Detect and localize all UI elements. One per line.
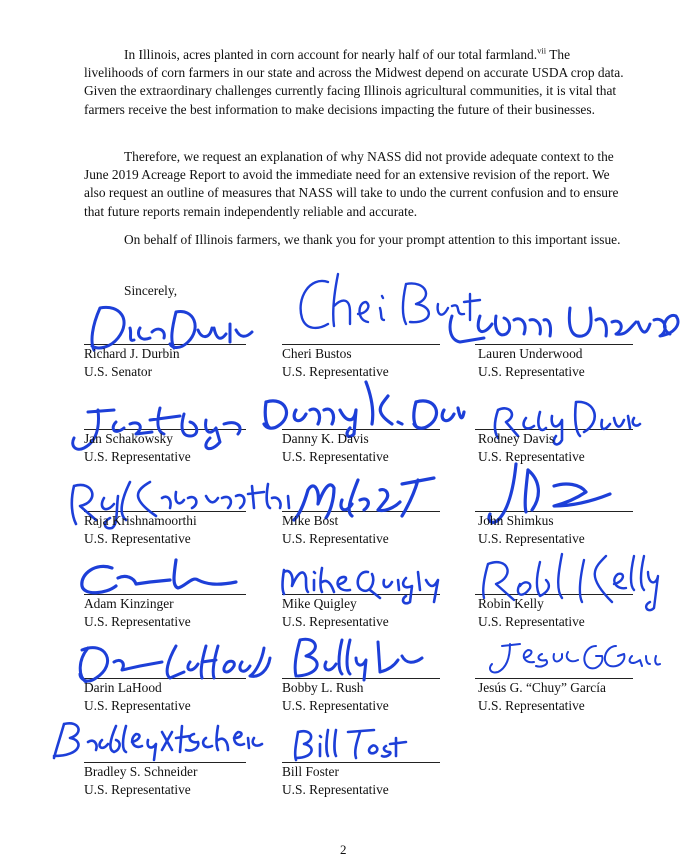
signer-foster (282, 763, 389, 799)
signer-name: Robin Kelly (478, 596, 544, 611)
signer-garcia (478, 679, 606, 715)
signer-name: Lauren Underwood (478, 346, 583, 361)
signer-title: U.S. Representative (282, 614, 389, 629)
paragraph-corn-farmland (84, 46, 624, 119)
signer-name: John Shimkus (478, 513, 554, 528)
signature-schneider (40, 712, 270, 768)
signer-name: Danny K. Davis (282, 431, 369, 446)
signer-title: U.S. Representative (282, 531, 389, 546)
signer-title: U.S. Representative (478, 698, 585, 713)
endnote-marker: vii (537, 45, 547, 56)
signer-title: U.S. Representative (282, 698, 389, 713)
signer-underwood (478, 345, 585, 381)
signer-bost (282, 512, 389, 548)
signer-title: U.S. Representative (84, 614, 191, 629)
signer-name: Jesús G. “Chuy” García (478, 680, 606, 695)
signer-name: Bill Foster (282, 764, 339, 779)
paragraph-request (84, 148, 624, 221)
signer-name: Darin LaHood (84, 680, 162, 695)
paragraph-request-text: Therefore, we request an explanation of why NASS did not provide adequate context to the June 2019 Acreage Report to avoid the immediate need for an extensive revision of the report. We also request an outline of measures that NASS will take to undo the current confusion and to ensure that future reports remain independently reliable and accurate. (84, 149, 619, 219)
signer-title: U.S. Representative (282, 782, 389, 797)
signer-name: Mike Quigley (282, 596, 357, 611)
signer-kinzinger (84, 595, 191, 631)
signer-durbin (84, 345, 180, 381)
signer-title: U.S. Representative (84, 531, 191, 546)
closing: Sincerely, (124, 283, 178, 298)
paragraph-corn-text-cont: The livelihoods of corn farmers in our state and across the Midwest depend on accurate USDA crop data. Given the extraordinary challenges currently facing Illinois agricultural communities, it is vital that farmers receive the best information to make decisions impacting the future of their businesses. (84, 47, 624, 117)
paragraph-corn-text: In Illinois, acres planted in corn account for nearly half of our total farmland. (124, 47, 538, 62)
signer-name: Bobby L. Rush (282, 680, 364, 695)
signer-shimkus (478, 512, 585, 548)
signer-title: U.S. Representative (478, 364, 585, 379)
signature-garcia (480, 632, 670, 686)
signer-name: Adam Kinzinger (84, 596, 174, 611)
signer-title: U.S. Representative (282, 364, 389, 379)
signer-schakowsky (84, 430, 191, 466)
signer-name: Rodney Davis (478, 431, 555, 446)
signer-name: Cheri Bustos (282, 346, 352, 361)
signer-title: U.S. Representative (84, 698, 191, 713)
signer-name: Raja Krishnamoorthi (84, 513, 197, 528)
signer-quigley (282, 595, 389, 631)
signer-title: U.S. Senator (84, 364, 153, 379)
signer-title: U.S. Representative (84, 449, 191, 464)
signer-kelly (478, 595, 585, 631)
signer-title: U.S. Representative (478, 449, 585, 464)
signer-title: U.S. Representative (84, 782, 191, 797)
paragraph-thanks-text: On behalf of Illinois farmers, we thank you for your prompt attention to this important issue. (124, 232, 621, 247)
page-number: 2 (340, 842, 347, 857)
signer-name: Richard J. Durbin (84, 346, 180, 361)
signer-title: U.S. Representative (478, 614, 585, 629)
signer-lahood (84, 679, 191, 715)
signature-foster (286, 722, 416, 768)
signer-krishnamoorthi (84, 512, 197, 548)
signer-name: Bradley S. Schneider (84, 764, 198, 779)
signer-title: U.S. Representative (282, 449, 389, 464)
signer-name: Mike Bost (282, 513, 339, 528)
paragraph-thanks (84, 231, 624, 249)
signer-schneider (84, 763, 197, 799)
signer-rush (282, 679, 389, 715)
signer-title: U.S. Representative (478, 531, 585, 546)
signature-rush (282, 630, 432, 686)
signer-name: Jan Schakowsky (84, 431, 173, 446)
